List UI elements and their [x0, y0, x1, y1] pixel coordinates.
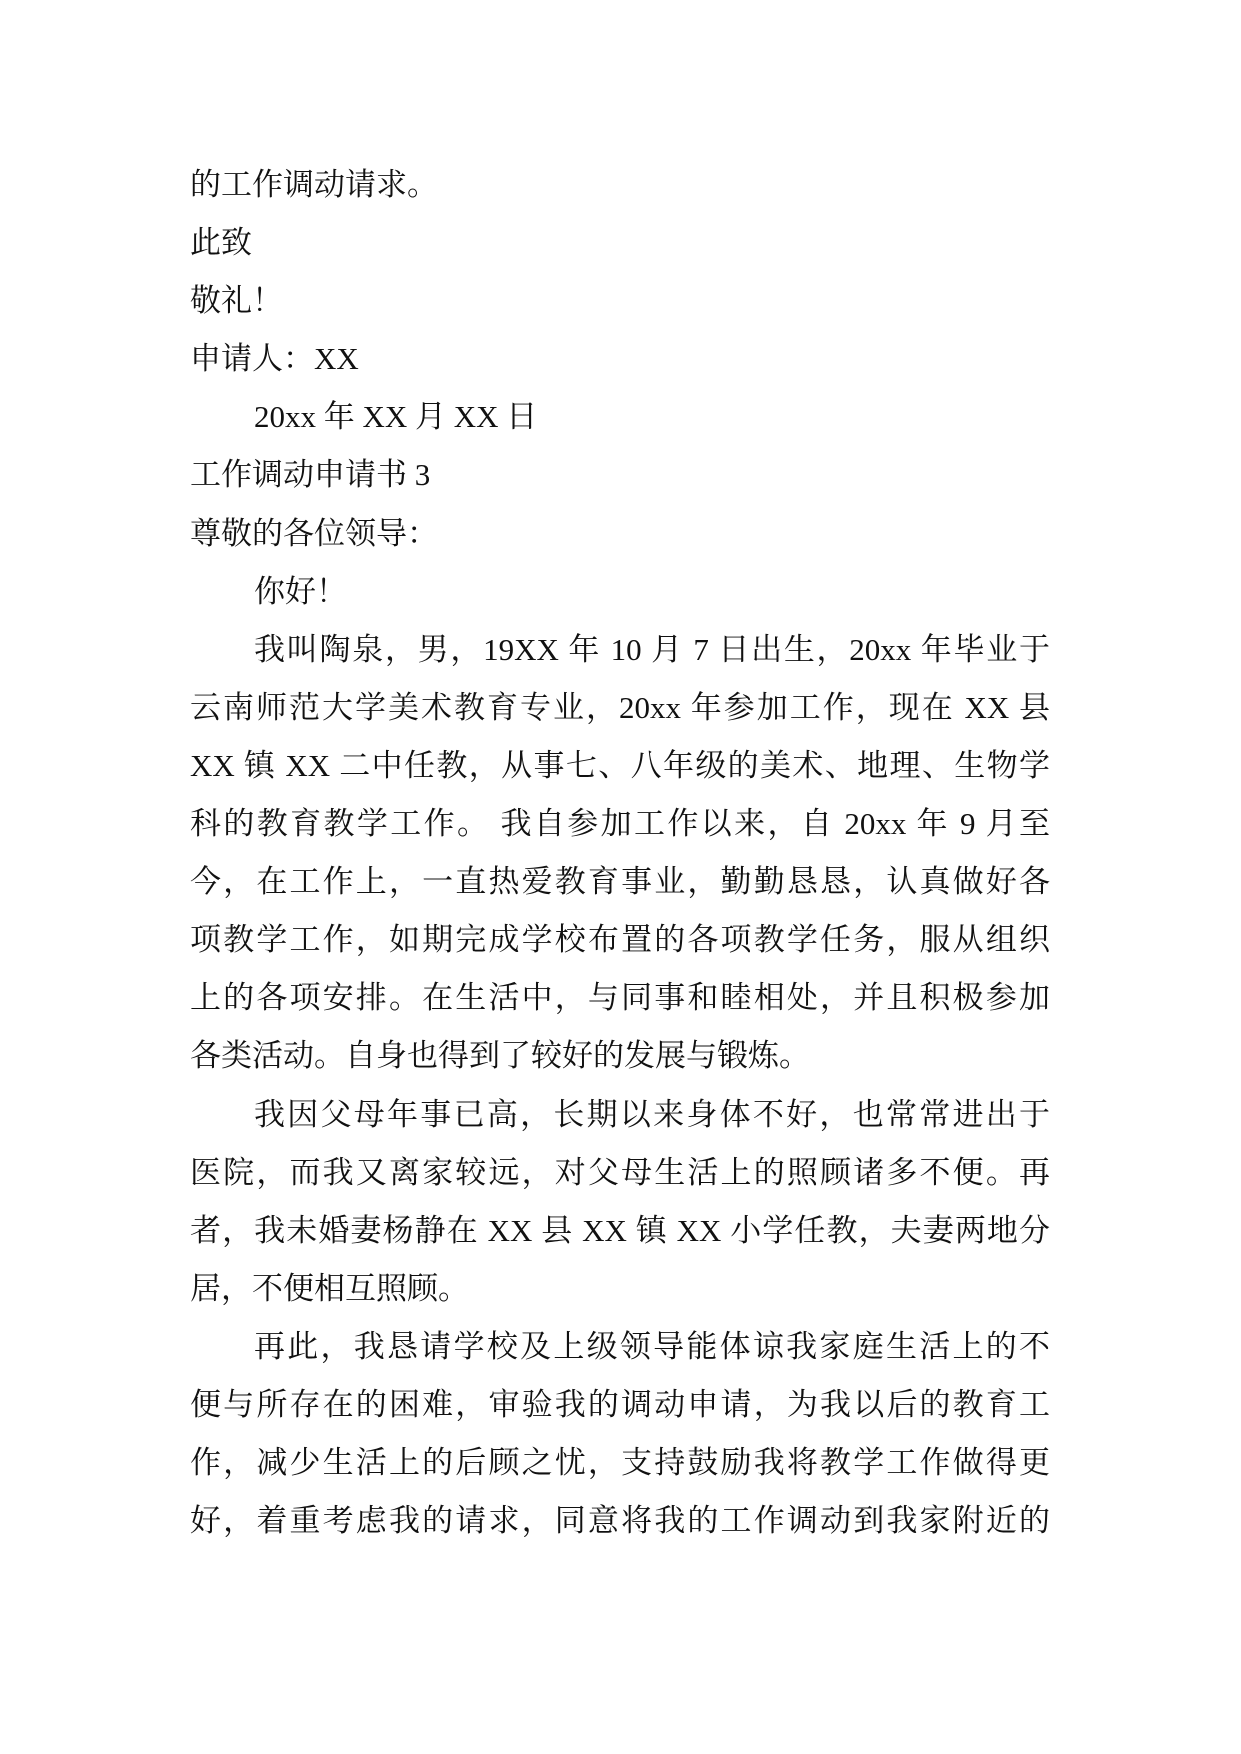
text-line: 科的教育教学工作。 我自参加工作以来，自 20xx 年 9 月至 [190, 806, 1050, 842]
applicant-signature [190, 330, 1050, 388]
text-line: 敬礼！ [190, 283, 283, 319]
text-line: 作，减少生活上的后顾之忧，支持鼓励我将教学工作做得更 [190, 1445, 1050, 1481]
date-line [190, 388, 1050, 446]
greeting [190, 563, 1050, 621]
document-heading [190, 446, 1050, 504]
paragraph-continuation [190, 156, 1050, 214]
text-line: 便与所存在的困难，审验我的调动申请，为我以后的教育工 [190, 1386, 1050, 1422]
text-line: 云南师范大学美术教育专业，20xx 年参加工作，现在 XX 县 [190, 689, 1050, 725]
text-line: 申请人：XX [190, 341, 359, 377]
closing-salutation [190, 214, 1050, 272]
text-line: 居，不便相互照顾。 [190, 1270, 469, 1306]
text-line: 我叫陶泉，男，19XX 年 10 月 7 日出生，20xx 年毕业于 [254, 631, 1050, 667]
text-line: 你好！ [254, 573, 347, 609]
greeting-recipient [190, 505, 1050, 563]
text-line: 各类活动。自身也得到了较好的发展与锻炼。 [190, 1038, 810, 1074]
text-line: 尊敬的各位领导： [190, 515, 438, 551]
paragraph [190, 621, 1050, 1086]
text-line: 再此，我恳请学校及上级领导能体谅我家庭生活上的不 [254, 1328, 1050, 1364]
text-line: 工作调动申请书 3 [190, 457, 431, 493]
closing-respect [190, 272, 1050, 330]
text-line: 项教学工作，如期完成学校布置的各项教学任务，服从组织 [190, 922, 1050, 958]
text-line: 好，着重考虑我的请求，同意将我的工作调动到我家附近的 [190, 1503, 1050, 1539]
text-line: 的工作调动请求。 [190, 167, 438, 202]
text-line: XX 镇 XX 二中任教，从事七、八年级的美术、地理、生物学 [190, 747, 1050, 783]
text-line: 此致 [190, 225, 252, 261]
text-line: 20xx 年 XX 月 XX 日 [254, 399, 538, 435]
text-line: 我因父母年事已高，长期以来身体不好，也常常进出于 [254, 1096, 1050, 1132]
text-line: 医院，而我又离家较远，对父母生活上的照顾诸多不便。再 [190, 1154, 1050, 1190]
text-line: 今，在工作上，一直热爱教育事业，勤勤恳恳，认真做好各 [190, 864, 1050, 900]
document-body [190, 156, 1050, 1550]
text-line: 者，我未婚妻杨静在 XX 县 XX 镇 XX 小学任教，夫妻两地分 [190, 1212, 1050, 1248]
text-line: 上的各项安排。在生活中，与同事和睦相处，并且积极参加 [190, 980, 1050, 1016]
paragraph [190, 1318, 1050, 1550]
paragraph [190, 1086, 1050, 1318]
